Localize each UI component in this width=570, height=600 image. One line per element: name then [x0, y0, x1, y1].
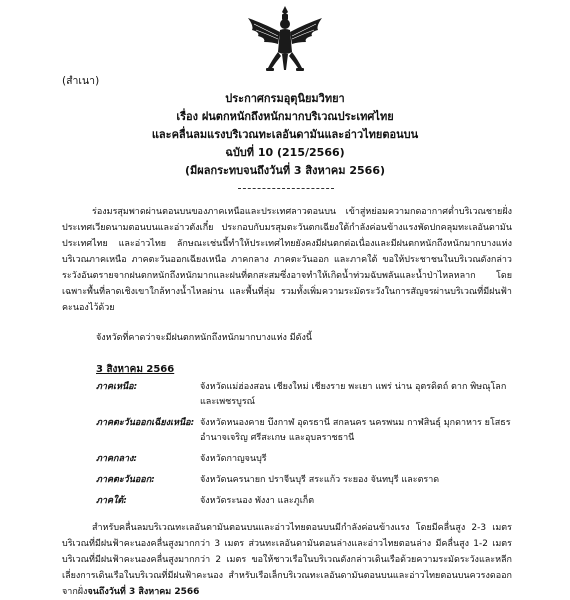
- region-provinces: จังหวัดแม่ฮ่องสอน เชียงใหม่ เชียงราย พะเยา แพร่ น่าน อุตรดิตถ์ ตาก พิษณุโลก และเพชรบูรณ์: [200, 382, 507, 407]
- paragraph-marine-warning: [62, 520, 512, 600]
- marine-warning-text: สำหรับคลื่นลมบริเวณทะเลอันดามันตอนบนและอ่าวไทยตอนบนมีกำลังค่อนข้างแรง โดยมีคลื่นสูง 2-3 เมตร บริเวณที่มีฝนฟ้าคะนองคลื่นสูงมากกว่า 3 เมตร ส่วนทะเลอันดามันตอนล่างและอ่าวไทยตอนล่าง มีคลื่นสูง 1-2 เมตร บริเวณที่มีฝนฟ้าคะนองคลื่นสูงมากกว่า 2 เมตร ขอให้ชาวเรือในบริเวณดังกล่าวเดินเรือด้วยความระมัดระวังและหลีกเลี่ยงการเดินเรือในบริเวณที่มีฝนฟ้าคะนอง สำหรับเรือเล็กบริเวณทะเลอันดามันตอนบนและอ่าวไทยตอนบนควรงดออกจากฝั่ง: [62, 523, 512, 597]
- forecast-date: 3 สิงหาคม 2566: [96, 364, 175, 375]
- heading-line-agency: ประกาศกรมอุตุนิยมวิทยา: [225, 92, 345, 105]
- region-row-east: [96, 473, 516, 488]
- region-label: ภาคตะวันออก:: [96, 475, 155, 485]
- region-provinces: จังหวัดหนองคาย บึงกาฬ อุดรธานี สกลนคร นครพนม กาฬสินธุ์ มุกดาหาร ยโสธร อำนาจเจริญ ศรีสะเกษ และอุบลราชธานี: [200, 418, 511, 443]
- region-row-north: [96, 380, 516, 410]
- region-row-northeast: [96, 416, 516, 446]
- region-provinces: จังหวัดนครนายก ปราจีนบุรี สระแก้ว ระยอง จันทบุรี และตราด: [200, 475, 440, 485]
- region-label: ภาคเหนือ:: [96, 382, 138, 392]
- heading-divider: [238, 188, 334, 189]
- region-label: ภาคตะวันออกเฉียงเหนือ:: [96, 418, 195, 428]
- region-provinces: จังหวัดกาญจนบุรี: [200, 454, 267, 464]
- region-list: [96, 380, 516, 515]
- region-label: ภาคกลาง:: [96, 454, 138, 464]
- announcement-heading: [60, 90, 510, 180]
- region-label: ภาคใต้:: [96, 496, 127, 506]
- heading-line-issue: ฉบับที่ 10 (215/2566): [225, 146, 345, 159]
- marine-warning-until: จนถึงวันที่ 3 สิงหาคม 2566: [87, 587, 200, 597]
- region-row-central: [96, 452, 516, 467]
- paragraph-affected-intro: จังหวัดที่คาดว่าจะมีฝนตกหนักถึงหนักมากบางแห่ง มีดังนี้: [96, 333, 313, 343]
- garuda-emblem-icon: [240, 4, 330, 76]
- paragraph-weather-situation: ร่องมรสุมพาดผ่านตอนบนของภาคเหนือและประเทศลาวตอนบน เข้าสู่หย่อมความกดอากาศต่ำบริเวณชายฝั่งประเทศเวียดนามตอนบนและอ่าวตังเกี๋ย ประกอบกับมรสุมตะวันตกเฉียงใต้กำลังค่อนข้างแรงพัดปกคลุมทะเลอันดามัน ประเทศไทย และอ่าวไทย ลักษณะเช่นนี้ทำให้ประเทศไทยยังคงมีฝนตกต่อเนื่องและมีฝนตกหนักถึงหนักมากบางแห่งบริเวณภาคเหนือ ภาคตะวันออกเฉียงเหนือ ภาคกลาง ภาคตะวันออก และภาคใต้ ขอให้ประชาชนในบริเวณดังกล่าวระวังอันตรายจากฝนตกหนักถึงหนักมากและฝนที่ตกสะสมซึ่งอาจทำให้เกิดน้ำท่วมฉับพลันและน้ำป่าไหลหลาก โดยเฉพาะพื้นที่ลาดเชิงเขาใกล้ทางน้ำไหลผ่าน และพื้นที่ลุ่ม รวมทั้งเพิ่มความระมัดระวังในการสัญจรผ่านบริเวณที่มีฝนฟ้าคะนองไว้ด้วย: [62, 207, 512, 313]
- heading-line-subject: เรื่อง ฝนตกหนักถึงหนักมากบริเวณประเทศไทย: [176, 110, 394, 123]
- copy-label: (สำเนา): [62, 75, 100, 87]
- region-provinces: จังหวัดระนอง พังงา และภูเก็ต: [200, 496, 315, 506]
- region-row-south: [96, 494, 516, 509]
- heading-line-subject-cont: และคลื่นลมแรงบริเวณทะเลอันดามันและอ่าวไทยตอนบน: [151, 128, 419, 141]
- heading-line-effect: (มีผลกระทบจนถึงวันที่ 3 สิงหาคม 2566): [184, 164, 386, 177]
